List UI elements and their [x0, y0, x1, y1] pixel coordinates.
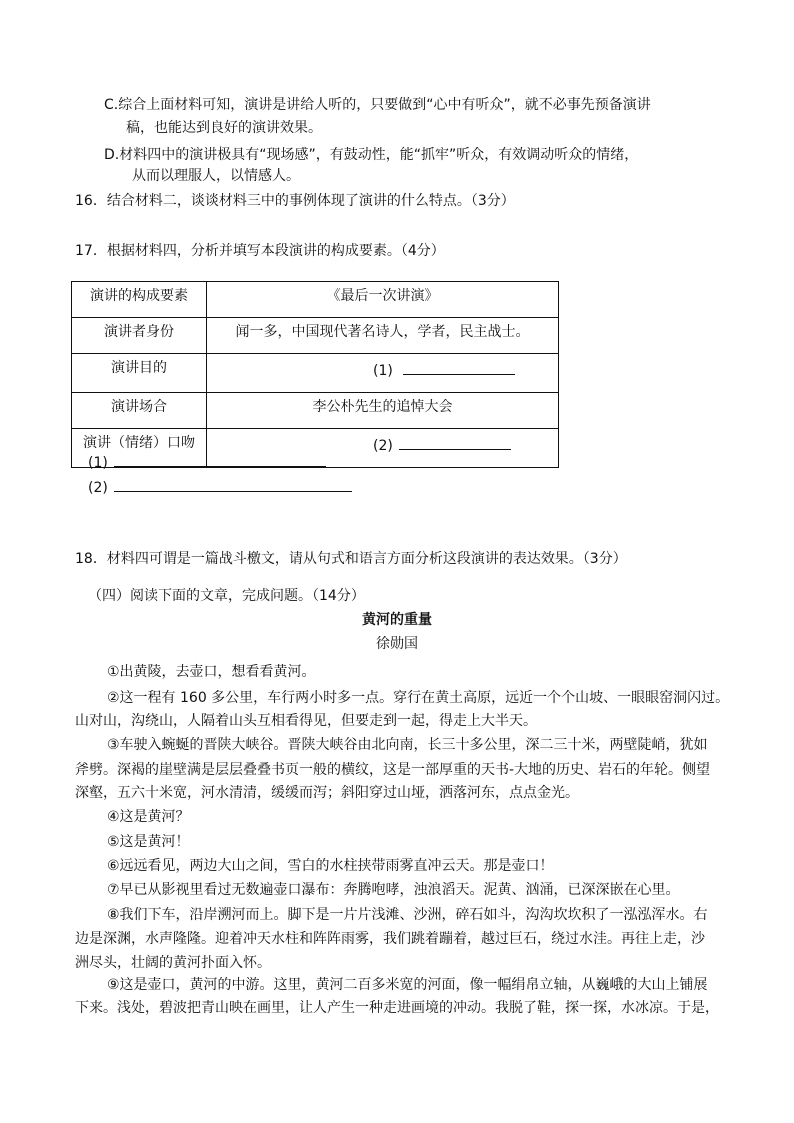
purpose-answer-blank[interactable] — [403, 360, 515, 375]
paragraph-3-line2: 斧劈。深褐的崖壁满是层层叠叠书页一般的横纹，这是一部厚重的天书-大地的历史、岩石的年轮。侧望 — [75, 762, 711, 778]
table-row — [72, 282, 559, 318]
option-d-line1: D.材料四中的演讲极具有“现场感”，有鼓动性，能“抓牢”听众，有效调动听众的情绪， — [104, 147, 639, 163]
table-value: 《最后一次讲演》 — [207, 282, 559, 318]
paragraph-6: ⑥远远看见，两边大山之间，雪白的水柱挟带雨雾直冲云天。那是壶口！ — [107, 858, 554, 874]
table-label: 演讲的构成要素 — [72, 282, 207, 318]
option-c-line1: C.综合上面材料可知，演讲是讲给人听的，只要做到“心中有听众”，就不必事先预备演讲 — [104, 97, 651, 113]
paragraph-1: ①出黄陵，去壶口，想看看黄河。 — [107, 664, 316, 680]
section-four-heading: （四）阅读下面的文章，完成问题。（14分） — [88, 588, 365, 604]
answer-1-blank[interactable] — [114, 452, 326, 467]
answer-line-2 — [88, 477, 352, 498]
option-d-line2: 从而以理服人，以情感人。 — [132, 168, 300, 184]
tone-answer-blank[interactable] — [399, 435, 511, 450]
paragraph-8-line1: ⑧我们下车，沿岸溯河而上。脚下是一片片浅滩、沙洲，碎石如斗，沟沟坎坎积了一泓泓浑水。右 — [107, 907, 708, 923]
paragraph-2-line1: ②这一程有 160 多公里，车行两小时多一点。穿行在黄土高原，远近一个个山坡、一眼眼窑洞闪过。 — [107, 690, 730, 706]
tone-blank-label: (2) — [373, 438, 393, 454]
table-row — [72, 354, 559, 393]
table-row — [72, 318, 559, 354]
answer-2-blank[interactable] — [114, 477, 352, 492]
table-value: 闻一多，中国现代著名诗人，学者，民主战士。 — [207, 318, 559, 354]
question-18: 18．材料四可谓是一篇战斗檄文，请从句式和语言方面分析这段演讲的表达效果。（3分） — [75, 551, 627, 567]
paragraph-4: ④这是黄河？ — [107, 809, 190, 825]
table-label: 演讲场合 — [72, 393, 207, 429]
paragraph-3-line1: ③车驶入蜿蜒的晋陕大峡谷。晋陕大峡谷由北向南，长三十多公里，深二三十米，两壁陡峭，犹如 — [107, 737, 708, 753]
paragraph-7: ⑦早已从影视里看过无数遍壶口瀑布：奔腾咆哮，浊浪滔天。泥黄、汹涌，已深深嵌在心里。 — [107, 882, 680, 898]
article-author: 徐勋国 — [376, 636, 418, 652]
question-16: 16．结合材料二，谈谈材料三中的事例体现了演讲的什么特点。（3分） — [75, 193, 515, 209]
answer-2-label: (2) — [88, 480, 108, 496]
paragraph-2-line2: 山对山，沟绕山，人隔着山头互相看得见，但要走到一起，得走上大半天。 — [75, 713, 537, 729]
table-row — [72, 393, 559, 429]
answer-1-label: (1) — [88, 455, 108, 471]
article-title: 黄河的重量 — [362, 612, 432, 628]
purpose-blank-label: (1) — [373, 363, 393, 379]
paragraph-8-line2: 边是深渊，水声隆隆。迎着冲天水柱和阵阵雨雾，我们跳着蹦着，越过巨石，绕过水洼。再往上走，沙 — [75, 931, 705, 947]
paragraph-3-line3: 深壑，五六十米宽，河水清清，缓缓而泻；斜阳穿过山垭，洒落河东，点点金光。 — [75, 785, 579, 801]
option-c-line2: 稿，也能达到良好的演讲效果。 — [126, 120, 322, 136]
table-value: 李公朴先生的追悼大会 — [207, 393, 559, 429]
table-label: 演讲目的 — [72, 354, 207, 393]
paragraph-8-line3: 洲尽头，壮阔的黄河扑面入怀。 — [75, 955, 271, 971]
question-17: 17．根据材料四，分析并填写本段演讲的构成要素。（4分） — [75, 243, 445, 259]
paragraph-9-line2: 下来。浅处，碧波把青山映在画里，让人产生一种走进画境的冲动。我脱了鞋，探一探，水冰凉。于是， — [75, 1000, 719, 1016]
paragraph-9-line1: ⑨这是壶口，黄河的中游。这里，黄河二百多米宽的河面，像一幅绢帛立轴，从巍峨的大山上铺展 — [107, 977, 708, 993]
table-label: 演讲（情绪）口吻 — [72, 429, 207, 468]
paragraph-5: ⑤这是黄河！ — [107, 834, 190, 850]
table-label: 演讲者身份 — [72, 318, 207, 354]
answer-line-1 — [88, 452, 326, 473]
speech-elements-table — [71, 281, 559, 468]
